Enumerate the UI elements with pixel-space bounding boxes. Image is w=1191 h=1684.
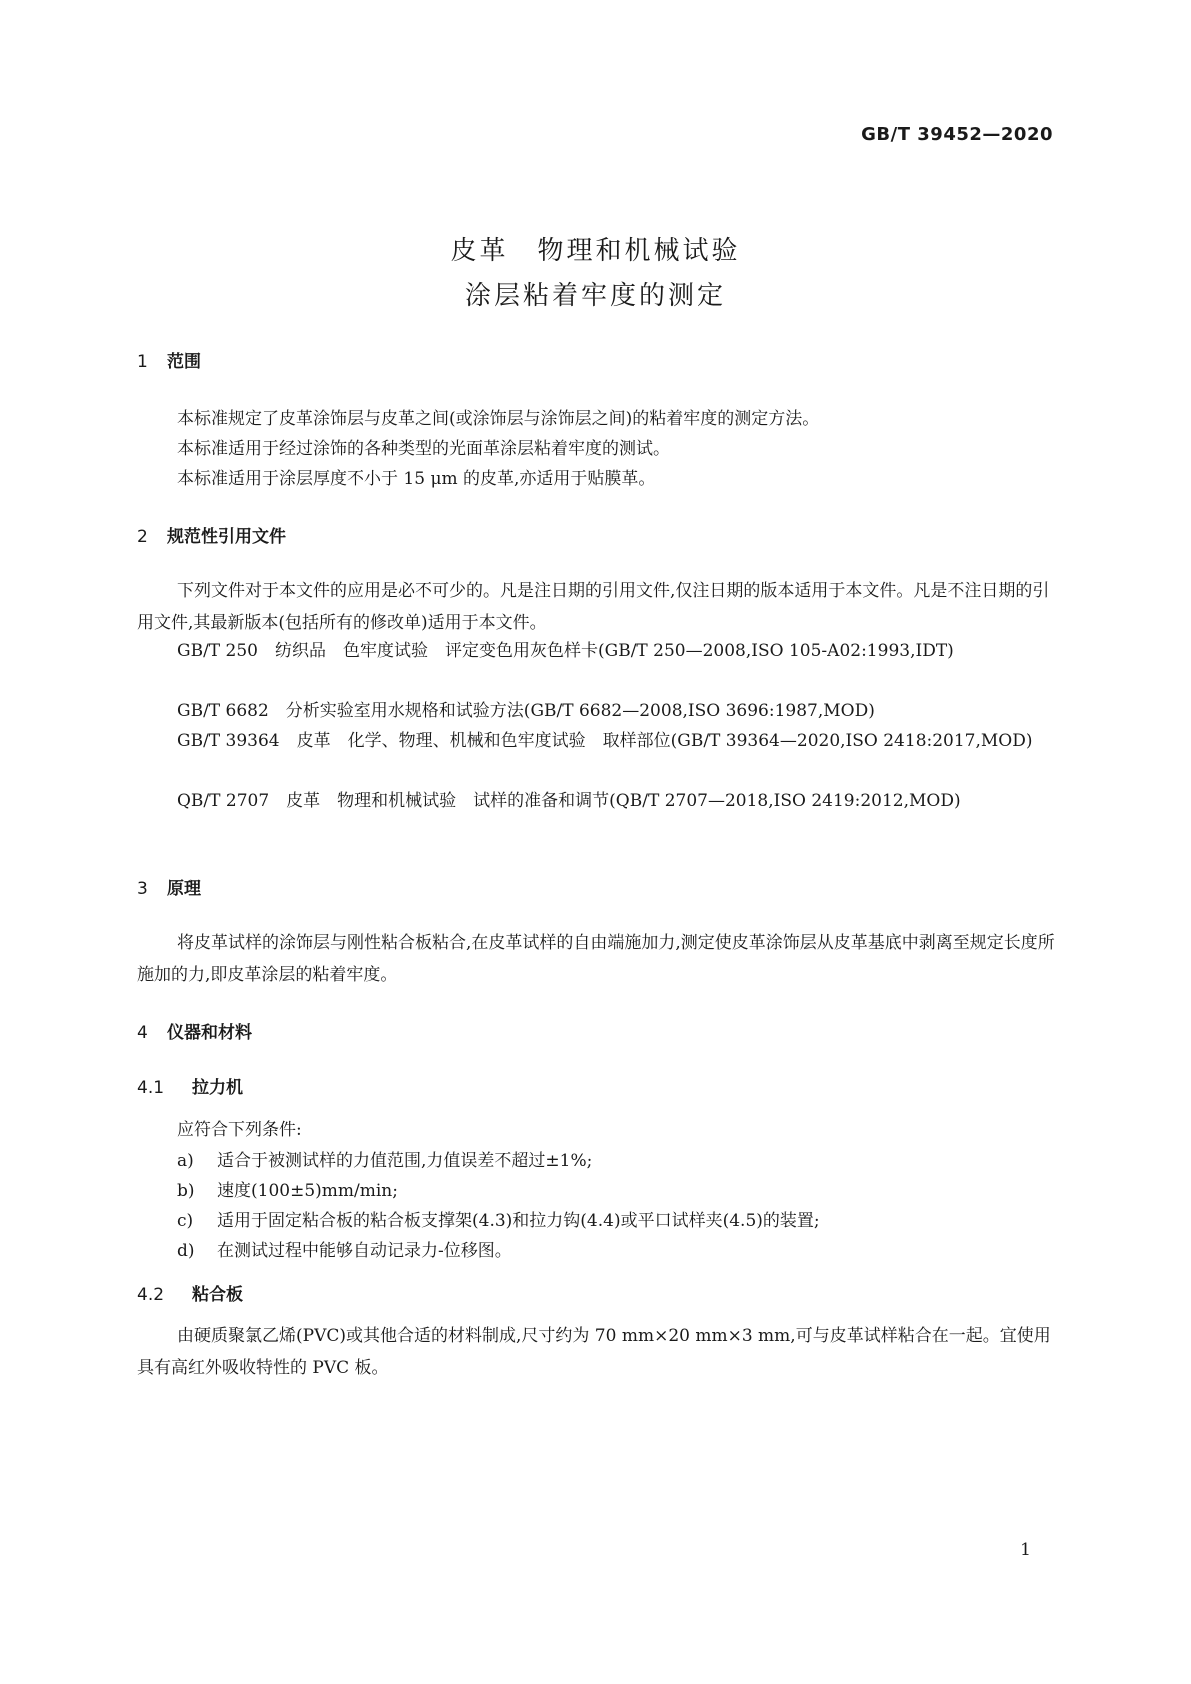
list-text: 在测试过程中能够自动记录力-位移图。 xyxy=(217,1241,512,1261)
section-2-heading xyxy=(137,522,286,547)
subsection-title: 拉力机 xyxy=(192,1078,243,1098)
section-2-intro: 下列文件对于本文件的应用是必不可少的。凡是注日期的引用文件,仅注日期的版本适用于本文件。凡是不注日期的引用文件,其最新版本(包括所有的修改单)适用于本文件。 xyxy=(137,581,1050,633)
section-4-heading xyxy=(137,1018,252,1043)
list-item xyxy=(177,1146,592,1171)
list-text: 适用于固定粘合板的粘合板支撑架(4.3)和拉力钩(4.4)或平口试样夹(4.5)的装置; xyxy=(217,1211,820,1231)
reference-entry: GB/T 39364 皮革 化学、物理、机械和色牢度试验 取样部位(GB/T 39364—2020,ISO 2418:2017,MOD) xyxy=(177,731,1033,751)
section-3-heading xyxy=(137,874,201,899)
list-marker: b) xyxy=(177,1181,195,1201)
standard-code: GB/T 39452—2020 xyxy=(861,124,1053,145)
list-item xyxy=(177,1236,512,1261)
section-title: 仪器和材料 xyxy=(167,1023,252,1043)
list-marker: a) xyxy=(177,1151,194,1171)
subsection-title: 粘合板 xyxy=(192,1285,243,1305)
subsection-4-2-heading xyxy=(137,1280,243,1305)
section-number: 3 xyxy=(137,879,148,899)
reference-entry: QB/T 2707 皮革 物理和机械试验 试样的准备和调节(QB/T 2707—2018,ISO 2419:2012,MOD) xyxy=(177,791,961,811)
section-1-paragraph: 本标准适用于经过涂饰的各种类型的光面革涂层粘着牢度的测试。 xyxy=(177,439,670,459)
list-marker: d) xyxy=(177,1241,195,1261)
section-3-paragraph: 将皮革试样的涂饰层与刚性粘合板粘合,在皮革试样的自由端施加力,测定使皮革涂饰层从皮革基底中剥离至规定长度所施加的力,即皮革涂层的粘着牢度。 xyxy=(137,933,1055,985)
section-1-paragraph: 本标准适用于涂层厚度不小于 15 μm 的皮革,亦适用于贴膜革。 xyxy=(177,469,656,489)
document-title-line2: 涂层粘着牢度的测定 xyxy=(464,281,726,311)
section-1-heading xyxy=(137,347,201,372)
subsection-4-1-heading xyxy=(137,1073,243,1098)
list-item xyxy=(177,1176,398,1201)
section-title: 规范性引用文件 xyxy=(167,527,286,547)
list-marker: c) xyxy=(177,1211,194,1231)
list-text: 速度(100±5)mm/min; xyxy=(217,1181,398,1201)
subsection-number: 4.1 xyxy=(137,1078,165,1098)
subsection-4-2-paragraph: 由硬质聚氯乙烯(PVC)或其他合适的材料制成,尺寸约为 70 mm×20 mm×3 mm,可与皮革试样粘合在一起。宜使用具有高红外吸收特性的 PVC 板。 xyxy=(137,1326,1051,1378)
reference-entry: GB/T 250 纺织品 色牢度试验 评定变色用灰色样卡(GB/T 250—2008,ISO 105-A02:1993,IDT) xyxy=(177,641,954,661)
section-title: 原理 xyxy=(167,879,201,899)
page-number: 1 xyxy=(1020,1540,1031,1560)
reference-entry: GB/T 6682 分析实验室用水规格和试验方法(GB/T 6682—2008,ISO 3696:1987,MOD) xyxy=(177,701,875,721)
section-number: 1 xyxy=(137,352,148,372)
subsection-number: 4.2 xyxy=(137,1285,165,1305)
section-1-paragraph: 本标准规定了皮革涂饰层与皮革之间(或涂饰层与涂饰层之间)的粘着牢度的测定方法。 xyxy=(177,409,820,429)
list-text: 适合于被测试样的力值范围,力值误差不超过±1%; xyxy=(217,1151,593,1171)
document-title-line1: 皮革 物理和机械试验 xyxy=(450,236,741,266)
section-number: 2 xyxy=(137,527,148,547)
section-number: 4 xyxy=(137,1023,148,1043)
list-item xyxy=(177,1206,820,1231)
subsection-4-1-intro: 应符合下列条件: xyxy=(177,1120,302,1140)
section-title: 范围 xyxy=(167,352,201,372)
